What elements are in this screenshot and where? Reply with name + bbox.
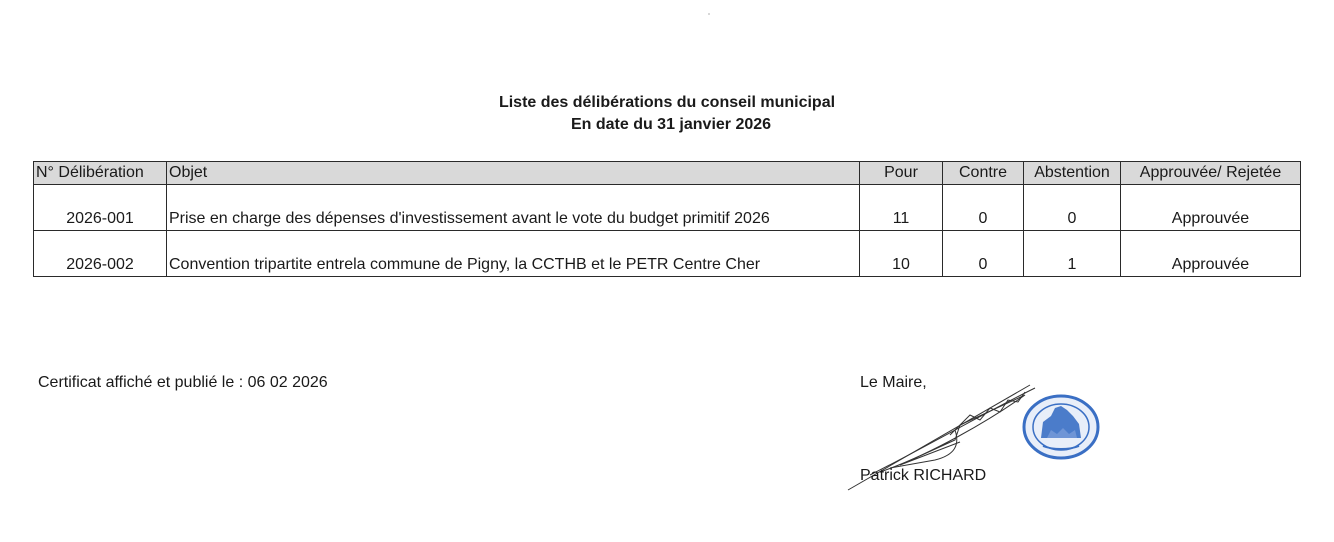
- cell-contre: 0: [943, 185, 1024, 231]
- header-resultat: Approuvée/ Rejetée: [1121, 162, 1301, 185]
- header-contre: Contre: [943, 162, 1024, 185]
- cell-objet: [167, 185, 860, 231]
- header-abstention: Abstention: [1024, 162, 1121, 185]
- cell-pour: 11: [860, 185, 943, 231]
- signatory-title: Le Maire,: [860, 374, 927, 391]
- cell-numero: 2026-001: [34, 185, 167, 231]
- header-numero: N° Délibération: [34, 162, 167, 185]
- table-row: [34, 231, 1301, 277]
- deliberations-table: [33, 161, 1301, 277]
- cell-pour: 10: [860, 231, 943, 277]
- cell-objet: [167, 231, 860, 277]
- cell-contre: 0: [943, 231, 1024, 277]
- header-objet: Objet: [167, 162, 860, 185]
- document-title: Liste des délibérations du conseil municipal: [498, 94, 836, 111]
- town-seal-stamp-icon: [1021, 394, 1101, 460]
- cell-abstention: 0: [1024, 185, 1121, 231]
- document-subtitle-date: En date du 31 janvier 2026: [570, 116, 772, 133]
- cell-resultat: Approuvée: [1121, 185, 1301, 231]
- scan-speck: [708, 13, 710, 15]
- table-header-row: [34, 162, 1301, 185]
- objet-text: Convention tripartite entrela commune de Pigny, la CCTHB et le PETR Centre Cher: [169, 256, 761, 273]
- cell-resultat: Approuvée: [1121, 231, 1301, 277]
- publication-certificate: Certificat affiché et publié le : 06 02 2026: [38, 374, 328, 391]
- signatory-name: Patrick RICHARD: [860, 467, 987, 484]
- header-pour: Pour: [860, 162, 943, 185]
- table-row: [34, 185, 1301, 231]
- cell-abstention: 1: [1024, 231, 1121, 277]
- cell-numero: 2026-002: [34, 231, 167, 277]
- objet-text: Prise en charge des dépenses d'investissement avant le vote du budget primitif 2026: [169, 210, 770, 227]
